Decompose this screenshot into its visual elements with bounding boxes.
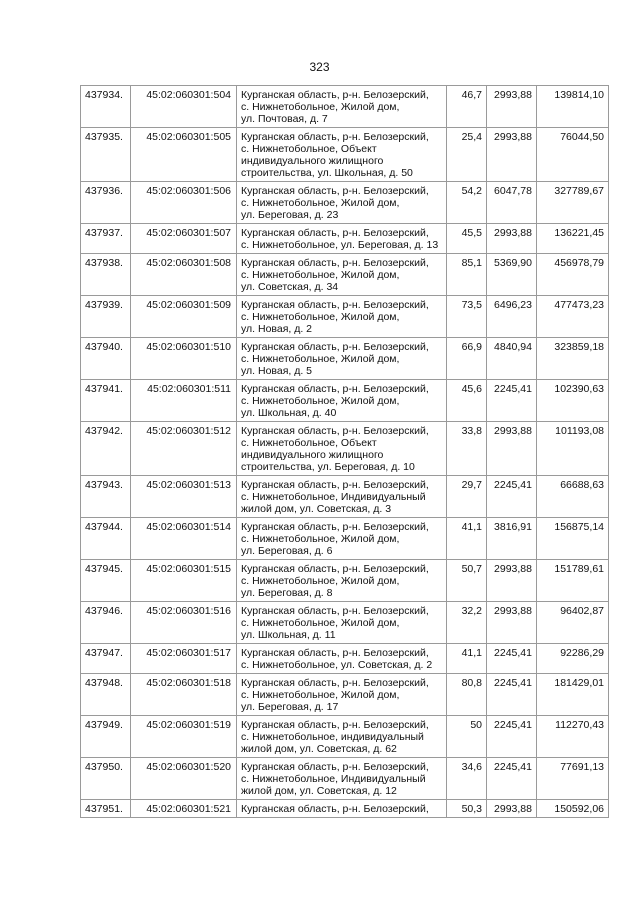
cadastral-value-cell: 181429,01 xyxy=(537,674,609,716)
cadastral-number-cell: 45:02:060301:510 xyxy=(131,338,237,380)
cadastral-value-cell: 66688,63 xyxy=(537,476,609,518)
cadastral-value-cell: 327789,67 xyxy=(537,182,609,224)
cadastral-value-cell: 76044,50 xyxy=(537,128,609,182)
unit-value-cell: 2245,41 xyxy=(487,716,537,758)
unit-value-cell: 2245,41 xyxy=(487,674,537,716)
unit-value-cell: 4840,94 xyxy=(487,338,537,380)
address-cell: Курганская область, р-н. Белозерский, с. Нижнетобольное, Индивидуальный жилой дом, ул. Советская, д. 3 xyxy=(237,476,447,518)
cadastral-value-cell: 156875,14 xyxy=(537,518,609,560)
address-cell: Курганская область, р-н. Белозерский, с. Нижнетобольное, Жилой дом, ул. Береговая, д. 8 xyxy=(237,560,447,602)
table-row xyxy=(81,86,609,128)
address-cell: Курганская область, р-н. Белозерский, с. Нижнетобольное, Индивидуальный жилой дом, ул. Советская, д. 12 xyxy=(237,758,447,800)
cadastral-number-cell: 45:02:060301:506 xyxy=(131,182,237,224)
cadastral-number-cell: 45:02:060301:519 xyxy=(131,716,237,758)
cadastral-value-cell: 477473,23 xyxy=(537,296,609,338)
table-body xyxy=(81,86,609,818)
table-row xyxy=(81,644,609,674)
table-row xyxy=(81,758,609,800)
area-cell: 80,8 xyxy=(447,674,487,716)
area-cell: 45,5 xyxy=(447,224,487,254)
table-row xyxy=(81,182,609,224)
row-number-cell: 437941. xyxy=(81,380,131,422)
unit-value-cell: 2993,88 xyxy=(487,86,537,128)
area-cell: 32,2 xyxy=(447,602,487,644)
area-cell: 33,8 xyxy=(447,422,487,476)
unit-value-cell: 2245,41 xyxy=(487,476,537,518)
row-number-cell: 437943. xyxy=(81,476,131,518)
cadastral-value-cell: 151789,61 xyxy=(537,560,609,602)
cadastral-number-cell: 45:02:060301:520 xyxy=(131,758,237,800)
cadastral-value-cell: 139814,10 xyxy=(537,86,609,128)
table-row xyxy=(81,716,609,758)
table-row xyxy=(81,422,609,476)
row-number-cell: 437935. xyxy=(81,128,131,182)
cadastral-number-cell: 45:02:060301:508 xyxy=(131,254,237,296)
table-row xyxy=(81,518,609,560)
cadastral-number-cell: 45:02:060301:514 xyxy=(131,518,237,560)
table-row xyxy=(81,338,609,380)
row-number-cell: 437946. xyxy=(81,602,131,644)
cadastral-value-cell: 150592,06 xyxy=(537,800,609,818)
area-cell: 41,1 xyxy=(447,518,487,560)
unit-value-cell: 6496,23 xyxy=(487,296,537,338)
table-row xyxy=(81,128,609,182)
area-cell: 54,2 xyxy=(447,182,487,224)
address-cell: Курганская область, р-н. Белозерский, с. Нижнетобольное, Жилой дом, ул. Почтовая, д. 7 xyxy=(237,86,447,128)
row-number-cell: 437948. xyxy=(81,674,131,716)
area-cell: 46,7 xyxy=(447,86,487,128)
address-cell: Курганская область, р-н. Белозерский, с. Нижнетобольное, Жилой дом, ул. Школьная, д. 11 xyxy=(237,602,447,644)
cadastral-value-cell: 456978,79 xyxy=(537,254,609,296)
unit-value-cell: 2993,88 xyxy=(487,602,537,644)
row-number-cell: 437947. xyxy=(81,644,131,674)
unit-value-cell: 5369,90 xyxy=(487,254,537,296)
cadastral-value-cell: 101193,08 xyxy=(537,422,609,476)
unit-value-cell: 2993,88 xyxy=(487,560,537,602)
cadastral-number-cell: 45:02:060301:517 xyxy=(131,644,237,674)
unit-value-cell: 3816,91 xyxy=(487,518,537,560)
area-cell: 45,6 xyxy=(447,380,487,422)
page-number: 323 xyxy=(309,60,330,74)
address-cell: Курганская область, р-н. Белозерский, xyxy=(237,800,447,818)
cadastral-number-cell: 45:02:060301:507 xyxy=(131,224,237,254)
cadastral-value-cell: 112270,43 xyxy=(537,716,609,758)
cadastral-value-table xyxy=(80,85,609,818)
table-row xyxy=(81,224,609,254)
address-cell: Курганская область, р-н. Белозерский, с. Нижнетобольное, Жилой дом, ул. Новая, д. 5 xyxy=(237,338,447,380)
table-row xyxy=(81,602,609,644)
area-cell: 25,4 xyxy=(447,128,487,182)
table-row xyxy=(81,476,609,518)
cadastral-number-cell: 45:02:060301:511 xyxy=(131,380,237,422)
area-cell: 50,7 xyxy=(447,560,487,602)
cadastral-number-cell: 45:02:060301:516 xyxy=(131,602,237,644)
cadastral-number-cell: 45:02:060301:518 xyxy=(131,674,237,716)
table-row xyxy=(81,800,609,818)
unit-value-cell: 2993,88 xyxy=(487,128,537,182)
cadastral-number-cell: 45:02:060301:509 xyxy=(131,296,237,338)
address-cell: Курганская область, р-н. Белозерский, с. Нижнетобольное, ул. Советская, д. 2 xyxy=(237,644,447,674)
unit-value-cell: 2245,41 xyxy=(487,644,537,674)
area-cell: 50 xyxy=(447,716,487,758)
cadastral-value-cell: 323859,18 xyxy=(537,338,609,380)
address-cell: Курганская область, р-н. Белозерский, с. Нижнетобольное, Объект индивидуального жилищного строительства, ул. Школьная, д. 50 xyxy=(237,128,447,182)
address-cell: Курганская область, р-н. Белозерский, с. Нижнетобольное, Жилой дом, ул. Новая, д. 2 xyxy=(237,296,447,338)
row-number-cell: 437940. xyxy=(81,338,131,380)
table-row xyxy=(81,560,609,602)
address-cell: Курганская область, р-н. Белозерский, с. Нижнетобольное, Жилой дом, ул. Береговая, д. 17 xyxy=(237,674,447,716)
area-cell: 29,7 xyxy=(447,476,487,518)
row-number-cell: 437942. xyxy=(81,422,131,476)
row-number-cell: 437938. xyxy=(81,254,131,296)
cadastral-value-cell: 92286,29 xyxy=(537,644,609,674)
unit-value-cell: 2993,88 xyxy=(487,800,537,818)
address-cell: Курганская область, р-н. Белозерский, с. Нижнетобольное, ул. Береговая, д. 13 xyxy=(237,224,447,254)
cadastral-number-cell: 45:02:060301:505 xyxy=(131,128,237,182)
cadastral-number-cell: 45:02:060301:521 xyxy=(131,800,237,818)
row-number-cell: 437937. xyxy=(81,224,131,254)
cadastral-number-cell: 45:02:060301:512 xyxy=(131,422,237,476)
row-number-cell: 437936. xyxy=(81,182,131,224)
table-row xyxy=(81,674,609,716)
cadastral-number-cell: 45:02:060301:515 xyxy=(131,560,237,602)
table-row xyxy=(81,380,609,422)
row-number-cell: 437949. xyxy=(81,716,131,758)
cadastral-value-cell: 96402,87 xyxy=(537,602,609,644)
row-number-cell: 437945. xyxy=(81,560,131,602)
area-cell: 85,1 xyxy=(447,254,487,296)
address-cell: Курганская область, р-н. Белозерский, с. Нижнетобольное, Жилой дом, ул. Береговая, д. 6 xyxy=(237,518,447,560)
address-cell: Курганская область, р-н. Белозерский, с. Нижнетобольное, индивидуальный жилой дом, ул. Советская, д. 62 xyxy=(237,716,447,758)
area-cell: 41,1 xyxy=(447,644,487,674)
unit-value-cell: 2245,41 xyxy=(487,380,537,422)
address-cell: Курганская область, р-н. Белозерский, с. Нижнетобольное, Жилой дом, ул. Береговая, д. 23 xyxy=(237,182,447,224)
unit-value-cell: 6047,78 xyxy=(487,182,537,224)
unit-value-cell: 2993,88 xyxy=(487,422,537,476)
row-number-cell: 437950. xyxy=(81,758,131,800)
row-number-cell: 437944. xyxy=(81,518,131,560)
area-cell: 66,9 xyxy=(447,338,487,380)
area-cell: 34,6 xyxy=(447,758,487,800)
row-number-cell: 437951. xyxy=(81,800,131,818)
cadastral-value-cell: 102390,63 xyxy=(537,380,609,422)
area-cell: 73,5 xyxy=(447,296,487,338)
unit-value-cell: 2993,88 xyxy=(487,224,537,254)
address-cell: Курганская область, р-н. Белозерский, с. Нижнетобольное, Объект индивидуального жилищного строительства, ул. Береговая, д. 10 xyxy=(237,422,447,476)
cadastral-value-cell: 77691,13 xyxy=(537,758,609,800)
unit-value-cell: 2245,41 xyxy=(487,758,537,800)
row-number-cell: 437934. xyxy=(81,86,131,128)
cadastral-value-cell: 136221,45 xyxy=(537,224,609,254)
table-row xyxy=(81,296,609,338)
cadastral-number-cell: 45:02:060301:513 xyxy=(131,476,237,518)
table-row xyxy=(81,254,609,296)
area-cell: 50,3 xyxy=(447,800,487,818)
row-number-cell: 437939. xyxy=(81,296,131,338)
address-cell: Курганская область, р-н. Белозерский, с. Нижнетобольное, Жилой дом, ул. Школьная, д. 40 xyxy=(237,380,447,422)
address-cell: Курганская область, р-н. Белозерский, с. Нижнетобольное, Жилой дом, ул. Советская, д. 34 xyxy=(237,254,447,296)
cadastral-number-cell: 45:02:060301:504 xyxy=(131,86,237,128)
